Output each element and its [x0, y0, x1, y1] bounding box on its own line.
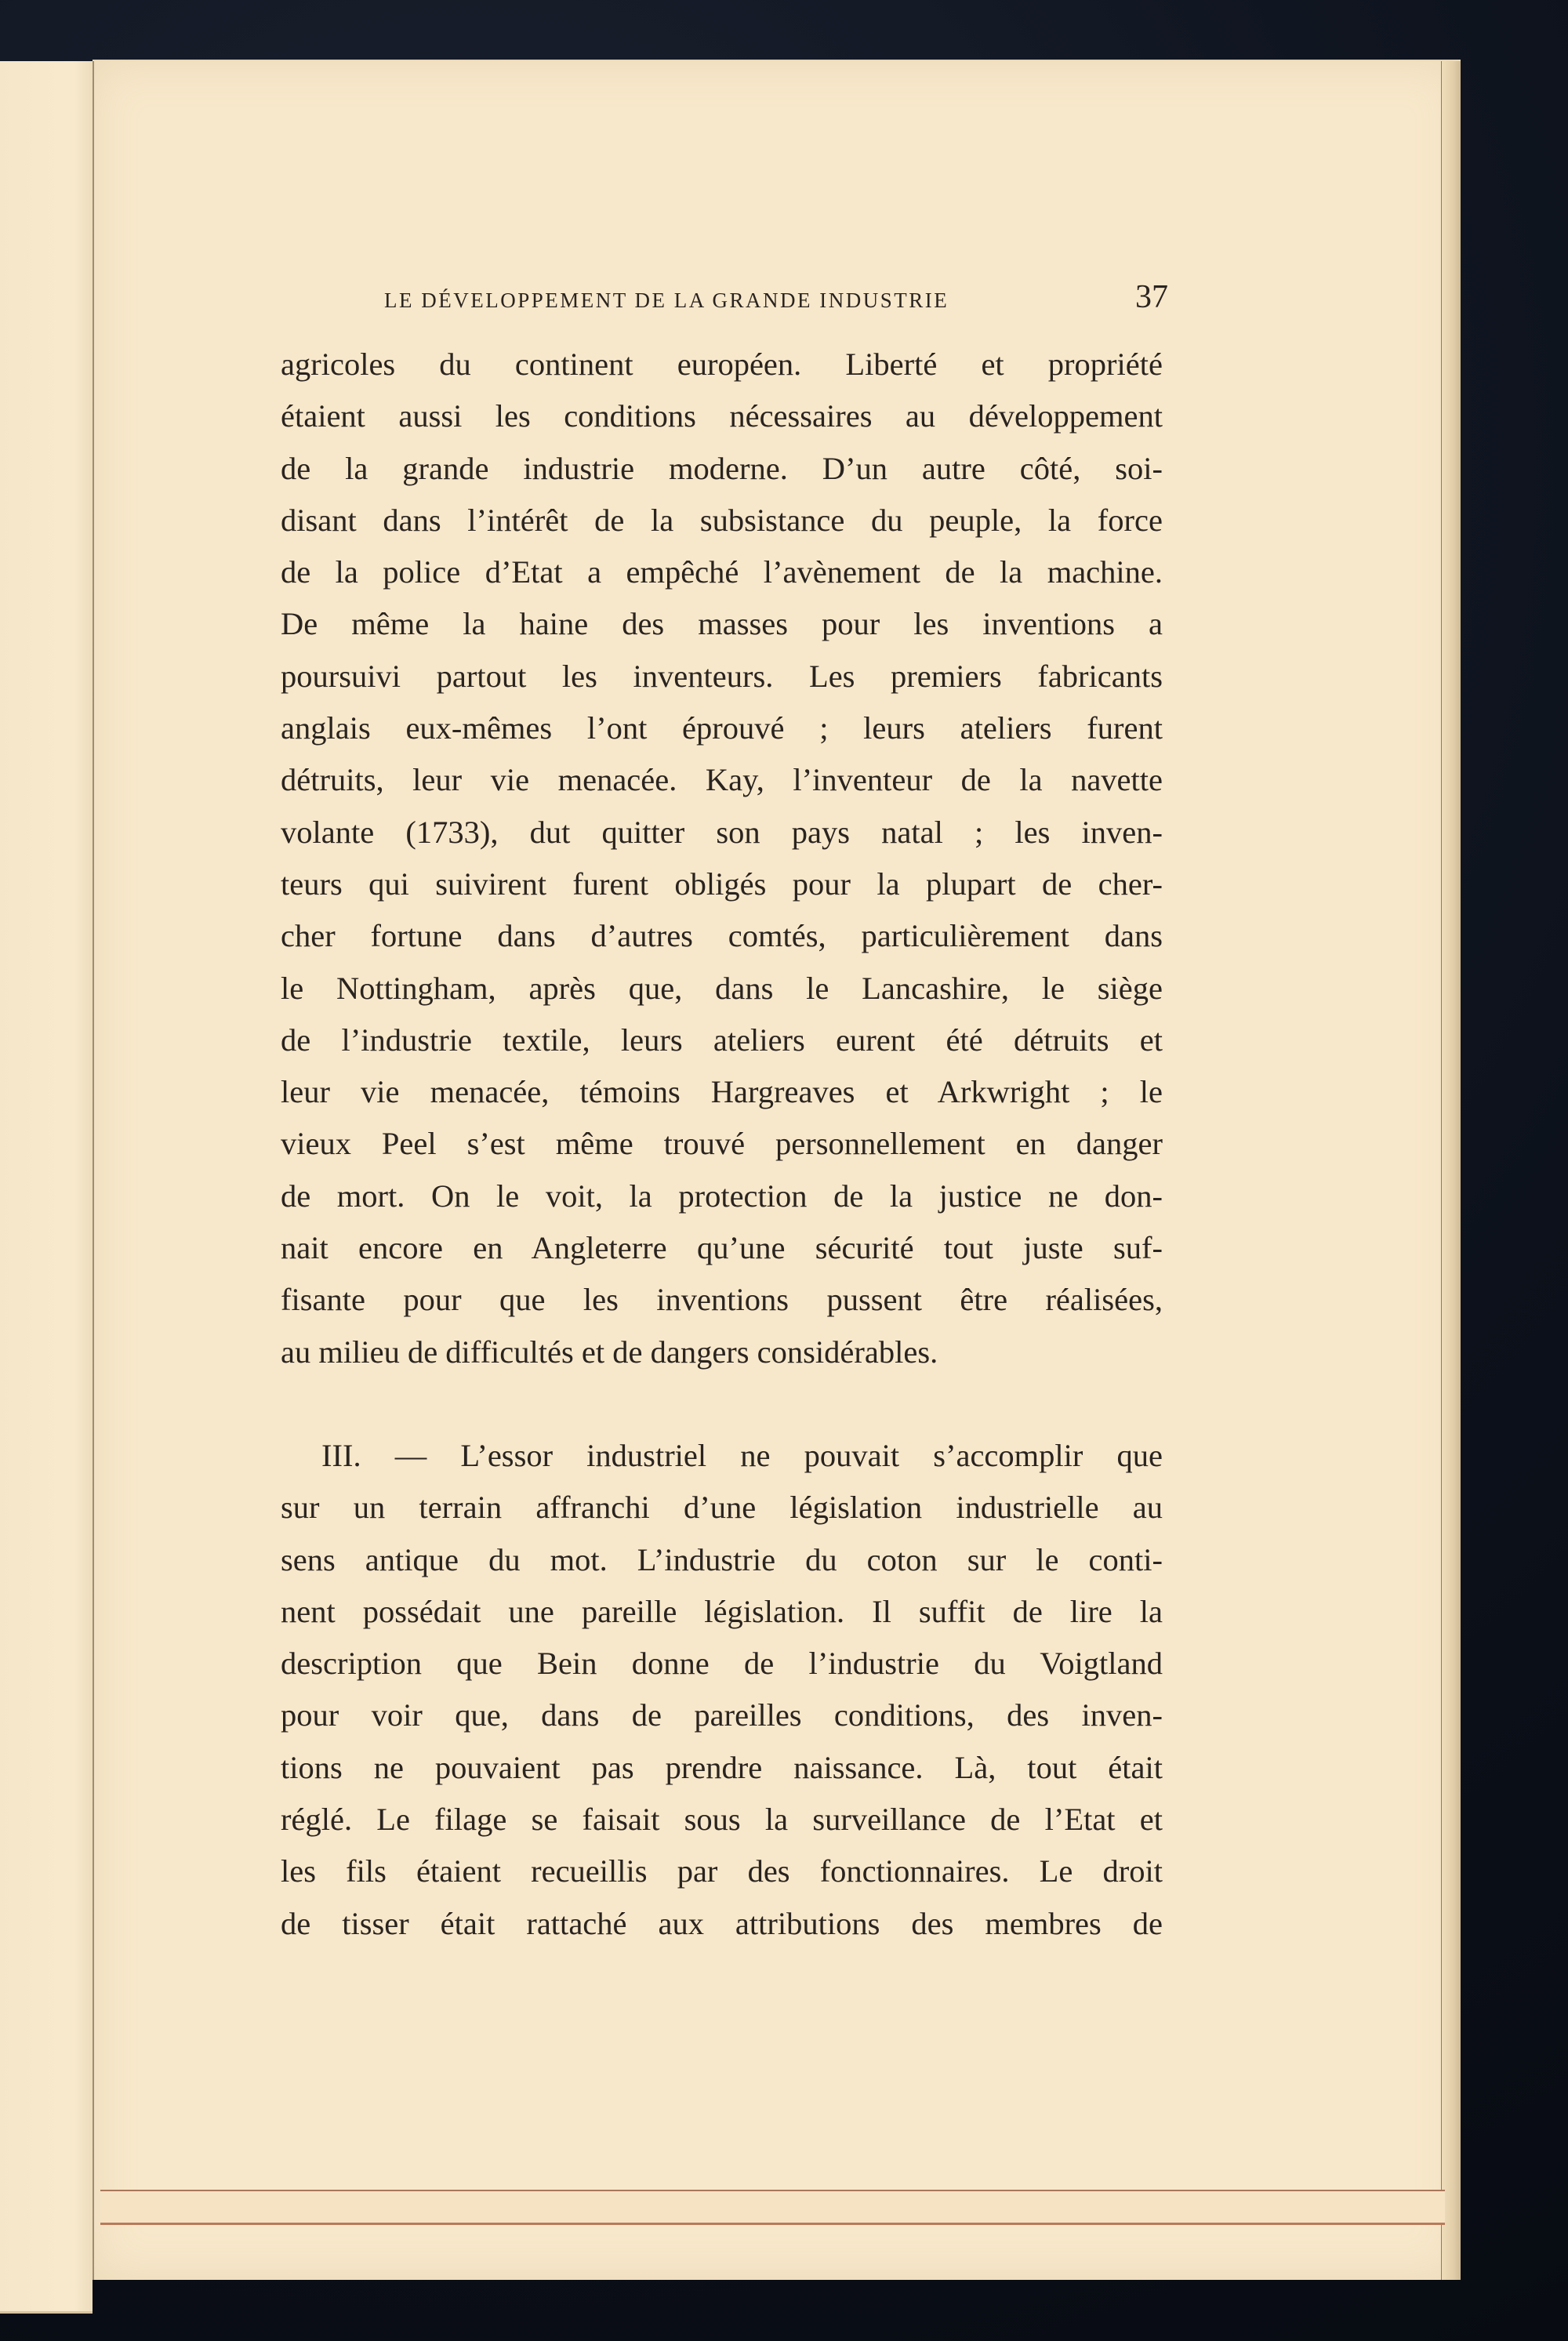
text-line: nent possédait une pareille législation. Il suffit de lire la	[281, 1593, 1163, 1629]
text-line: détruits, leur vie menacée. Kay, l’inventeur de la navette	[281, 762, 1163, 798]
text-line: le Nottingham, après que, dans le Lancashire, le siège	[281, 970, 1163, 1006]
text-line: de la grande industrie moderne. D’un autre côté, soi-	[281, 450, 1163, 486]
text-line: sens antique du mot. L’industrie du coton sur le conti-	[281, 1541, 1163, 1577]
text-line: cher fortune dans d’autres comtés, particulièrement dans	[281, 918, 1163, 954]
page-edge-right	[1441, 61, 1461, 2280]
text-line: nait encore en Angleterre qu’une sécurité tout juste suf-	[281, 1230, 1163, 1266]
section-heading-line: III. — L’essor industriel ne pouvait s’accomplir que	[321, 1437, 1163, 1473]
text-line: agricoles du continent européen. Liberté et propriété	[281, 347, 1163, 382]
running-head-title: LE DÉVELOPPEMENT DE LA GRANDE INDUSTRIE	[384, 289, 949, 312]
text-line: pour voir que, dans de pareilles conditions, des inven-	[281, 1697, 1163, 1733]
text-line: volante (1733), dut quitter son pays natal ; les inven-	[281, 814, 1163, 850]
text-line: disant dans l’intérêt de la subsistance du peuple, la force	[281, 502, 1163, 538]
gutter-line	[93, 61, 94, 2280]
text-line: tions ne pouvaient pas prendre naissance. Là, tout était	[281, 1749, 1163, 1785]
text-line: au milieu de difficultés et de dangers considérables.	[281, 1334, 938, 1370]
text-line: vieux Peel s’est même trouvé personnellement en danger	[281, 1126, 1163, 1162]
paragraph-1	[281, 339, 1163, 1378]
text-line: anglais eux-mêmes l’ont éprouvé ; leurs ateliers furent	[281, 710, 1163, 746]
text-line: de l’industrie textile, leurs ateliers eurent été détruits et	[281, 1022, 1163, 1058]
paragraph-spacer	[281, 1378, 1163, 1430]
previous-page-edge	[0, 61, 93, 2314]
page-edge-bottom	[100, 2190, 1445, 2225]
text-line: de la police d’Etat a empêché l’avènement de la machine.	[281, 554, 1163, 590]
text-line: sur un terrain affranchi d’une législation industrielle au	[281, 1490, 1163, 1526]
text-line: poursuivi partout les inventeurs. Les premiers fabricants	[281, 658, 1163, 694]
text-line: fisante pour que les inventions pussent être réalisées,	[281, 1282, 1163, 1318]
paragraph-2	[281, 1430, 1163, 1950]
text-line: les fils étaient recueillis par des fonctionnaires. Le droit	[281, 1853, 1163, 1889]
text-line: de mort. On le voit, la protection de la justice ne don-	[281, 1178, 1163, 1214]
running-head	[384, 278, 1168, 318]
text-line: leur vie menacée, témoins Hargreaves et Arkwright ; le	[281, 1074, 1163, 1110]
text-line: réglé. Le filage se faisait sous la surveillance de l’Etat et	[281, 1802, 1163, 1838]
text-line: description que Bein donne de l’industrie du Voigtland	[281, 1646, 1163, 1682]
page-number: 37	[1135, 279, 1168, 315]
text-line: De même la haine des masses pour les inventions a	[281, 606, 1163, 642]
text-line: teurs qui suivirent furent obligés pour la plupart de cher-	[281, 866, 1163, 902]
text-line: étaient aussi les conditions nécessaires au développement	[281, 398, 1163, 434]
text-line: de tisser était rattaché aux attributions des membres de	[281, 1905, 1163, 1941]
body-text	[281, 339, 1163, 1950]
